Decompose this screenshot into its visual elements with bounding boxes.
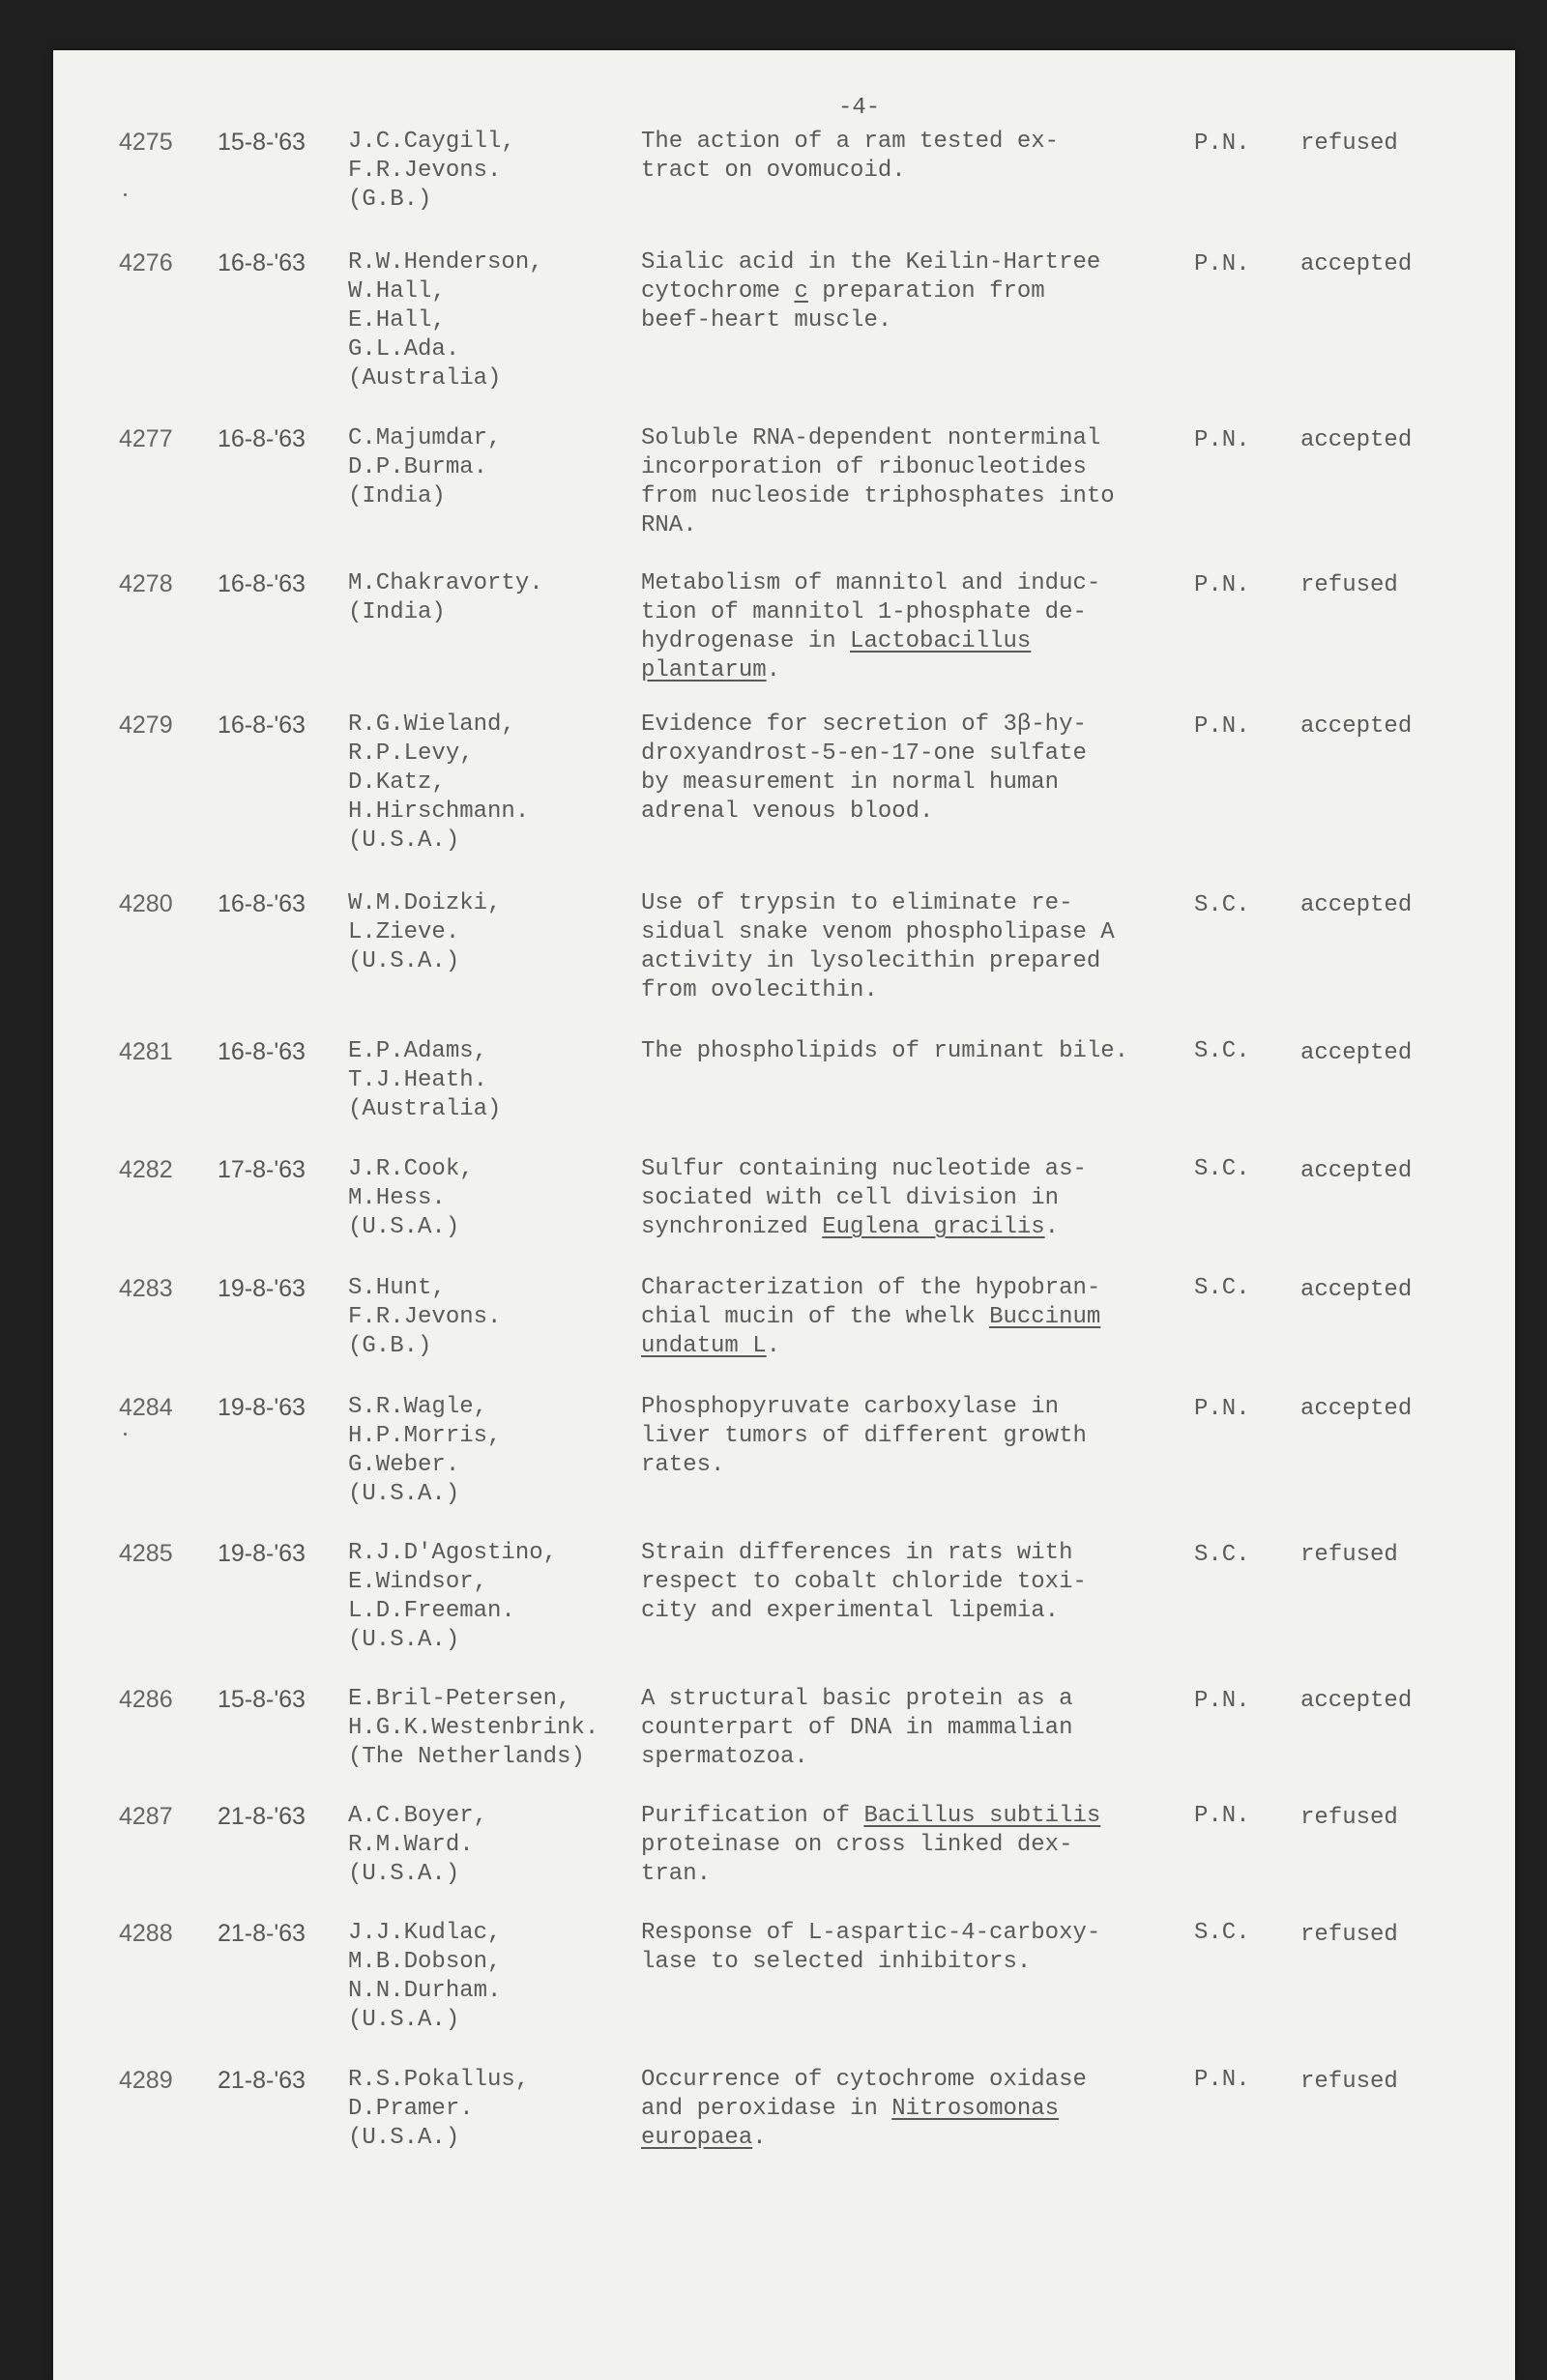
entry-date: 21-8-'63 [218,2067,306,2094]
entry-status: refused [1300,1922,1398,1948]
species-name: europaea [641,2125,753,2151]
entry-title: The action of a ram tested ex- tract on ovomucoid. [641,129,1060,184]
entry-title: Sulfur containing nucleotide as- sociated with cell division in synchronized Euglena gracilis. [641,1156,1087,1240]
entry-status: accepted [1300,1040,1413,1066]
entry-number: 4281 [119,1038,173,1065]
species-name: Lactobacillus [850,628,1032,654]
entry-status: accepted [1300,713,1413,740]
entry-status: refused [1300,1542,1398,1568]
entry-number: 4286 [119,1686,173,1713]
entry-date: 15-8-'63 [218,129,306,156]
entry-status: accepted [1300,1158,1413,1184]
species-name: Bacillus subtilis [863,1803,1101,1829]
entry-status: accepted [1300,427,1413,453]
entry-number: 4285 [119,1540,173,1567]
entry-authors: R.W.Henderson, W.Hall, E.Hall, G.L.Ada. (Australia) [348,249,543,392]
entry-authors: J.C.Caygill, F.R.Jevons. (G.B.) [348,129,515,213]
entry-date: 16-8-'63 [218,711,306,739]
entry-date: 19-8-'63 [218,1275,306,1302]
entry-number: 4276 [119,249,173,276]
entry-type: S.C. [1194,892,1250,918]
entry-status: refused [1300,572,1398,598]
page-number: -4- [838,95,881,121]
entry-number: 4280 [119,890,173,917]
entry-title: Sialic acid in the Keilin-Hartree cytochrome c preparation from beef-heart muscle. [641,249,1101,334]
entry-status: refused [1300,2069,1398,2095]
species-name: plantarum [641,657,767,683]
entry-title: A structural basic protein as a counterpart of DNA in mammalian spermatozoa. [641,1686,1073,1770]
entry-number: 4289 [119,2067,173,2094]
entry-number: 4277 [119,425,173,452]
entry-title: Occurrence of cytochrome oxidase and peroxidase in Nitrosomonas europaea. [641,2067,1087,2151]
entry-status: accepted [1300,1277,1413,1303]
entry-authors: A.C.Boyer, R.M.Ward. (U.S.A.) [348,1803,488,1887]
entry-number: 4279 [119,711,173,739]
entry-authors: R.G.Wieland, R.P.Levy, D.Katz, H.Hirschmann. (U.S.A.) [348,711,530,854]
entry-number: 4284 [119,1394,173,1421]
species-name: Nitrosomonas [891,2096,1060,2122]
entry-number: 4275 [119,129,173,156]
entry-type: P.N. [1194,572,1250,598]
entry-title: Response of L-aspartic-4-carboxy- lase to selected inhibitors. [641,1920,1101,1975]
entry-date: 15-8-'63 [218,1686,306,1713]
entry-status: accepted [1300,892,1413,918]
entry-type: P.N. [1194,713,1250,740]
entry-authors: R.J.D'Agostino, E.Windsor, L.D.Freeman. (U.S.A.) [348,1540,558,1653]
entry-date: 21-8-'63 [218,1803,306,1830]
entry-title: Use of trypsin to eliminate re- sidual snake venom phospholipase A activity in lysolecithin prepared from ovolecithin. [641,890,1115,1003]
entry-date: 16-8-'63 [218,890,306,917]
entry-number: 4282 [119,1156,173,1183]
entry-title: Characterization of the hypobran- chial mucin of the whelk Buccinum undatum L. [641,1275,1101,1359]
margin-mark [124,1433,127,1436]
entry-authors: S.Hunt, F.R.Jevons. (G.B.) [348,1275,502,1359]
entry-authors: E.Bril-Petersen, H.G.K.Westenbrink. (The Netherlands) [348,1686,599,1770]
entry-type: P.N. [1194,1396,1250,1422]
entry-type: P.N. [1194,1803,1250,1829]
entry-date: 19-8-'63 [218,1394,306,1421]
entry-status: accepted [1300,251,1413,277]
entry-type: S.C. [1194,1156,1250,1182]
entry-type: P.N. [1194,131,1250,157]
entry-type: P.N. [1194,1688,1250,1714]
margin-mark [124,193,127,196]
entry-type: P.N. [1194,251,1250,277]
entry-authors: M.Chakravorty. (India) [348,570,543,625]
entry-type: S.C. [1194,1275,1250,1301]
entry-status: accepted [1300,1688,1413,1714]
entry-date: 17-8-'63 [218,1156,306,1183]
entry-authors: W.M.Doizki, L.Zieve. (U.S.A.) [348,890,502,974]
entry-date: 16-8-'63 [218,1038,306,1065]
entry-number: 4287 [119,1803,173,1830]
entry-status: refused [1300,131,1398,157]
entry-type: S.C. [1194,1038,1250,1064]
entry-type: S.C. [1194,1920,1250,1946]
entry-number: 4283 [119,1275,173,1302]
species-name: c [794,278,808,305]
species-name: Euglena gracilis [822,1214,1045,1240]
entry-date: 16-8-'63 [218,425,306,452]
entry-authors: R.S.Pokallus, D.Pramer. (U.S.A.) [348,2067,530,2151]
document-page [53,50,1515,2380]
species-name: Buccinum [989,1304,1101,1330]
entry-title: Phosphopyruvate carboxylase in liver tumors of different growth rates. [641,1394,1087,1478]
entry-status: refused [1300,1805,1398,1831]
entry-authors: J.J.Kudlac, M.B.Dobson, N.N.Durham. (U.S.A.) [348,1920,502,2033]
entry-title: Metabolism of mannitol and induc- tion of mannitol 1-phosphate de- hydrogenase in Lactobacillus plantarum. [641,570,1101,683]
entry-number: 4278 [119,570,173,597]
species-name: undatum L [641,1333,767,1359]
entry-type: P.N. [1194,427,1250,453]
entry-title: Purification of Bacillus subtilis proteinase on cross linked dex- tran. [641,1803,1101,1887]
entry-authors: J.R.Cook, M.Hess. (U.S.A.) [348,1156,474,1240]
entry-authors: S.R.Wagle, H.P.Morris, G.Weber. (U.S.A.) [348,1394,502,1507]
entry-date: 21-8-'63 [218,1920,306,1947]
entry-number: 4288 [119,1920,173,1947]
entry-status: accepted [1300,1396,1413,1422]
entry-type: P.N. [1194,2067,1250,2093]
entry-title: Strain differences in rats with respect to cobalt chloride toxi- city and experimental lipemia. [641,1540,1087,1624]
entry-date: 19-8-'63 [218,1540,306,1567]
entry-authors: E.P.Adams, T.J.Heath. (Australia) [348,1038,502,1122]
entry-title: Evidence for secretion of 3β-hy- droxyandrost-5-en-17-one sulfate by measurement in normal human adrenal venous blood. [641,711,1087,825]
entry-title: Soluble RNA-dependent nonterminal incorporation of ribonucleotides from nucleoside triphosphates into RNA. [641,425,1115,538]
entry-title: The phospholipids of ruminant bile. [641,1038,1129,1064]
entry-date: 16-8-'63 [218,249,306,276]
entry-type: S.C. [1194,1542,1250,1568]
entry-date: 16-8-'63 [218,570,306,597]
entry-authors: C.Majumdar, D.P.Burma. (India) [348,425,502,509]
